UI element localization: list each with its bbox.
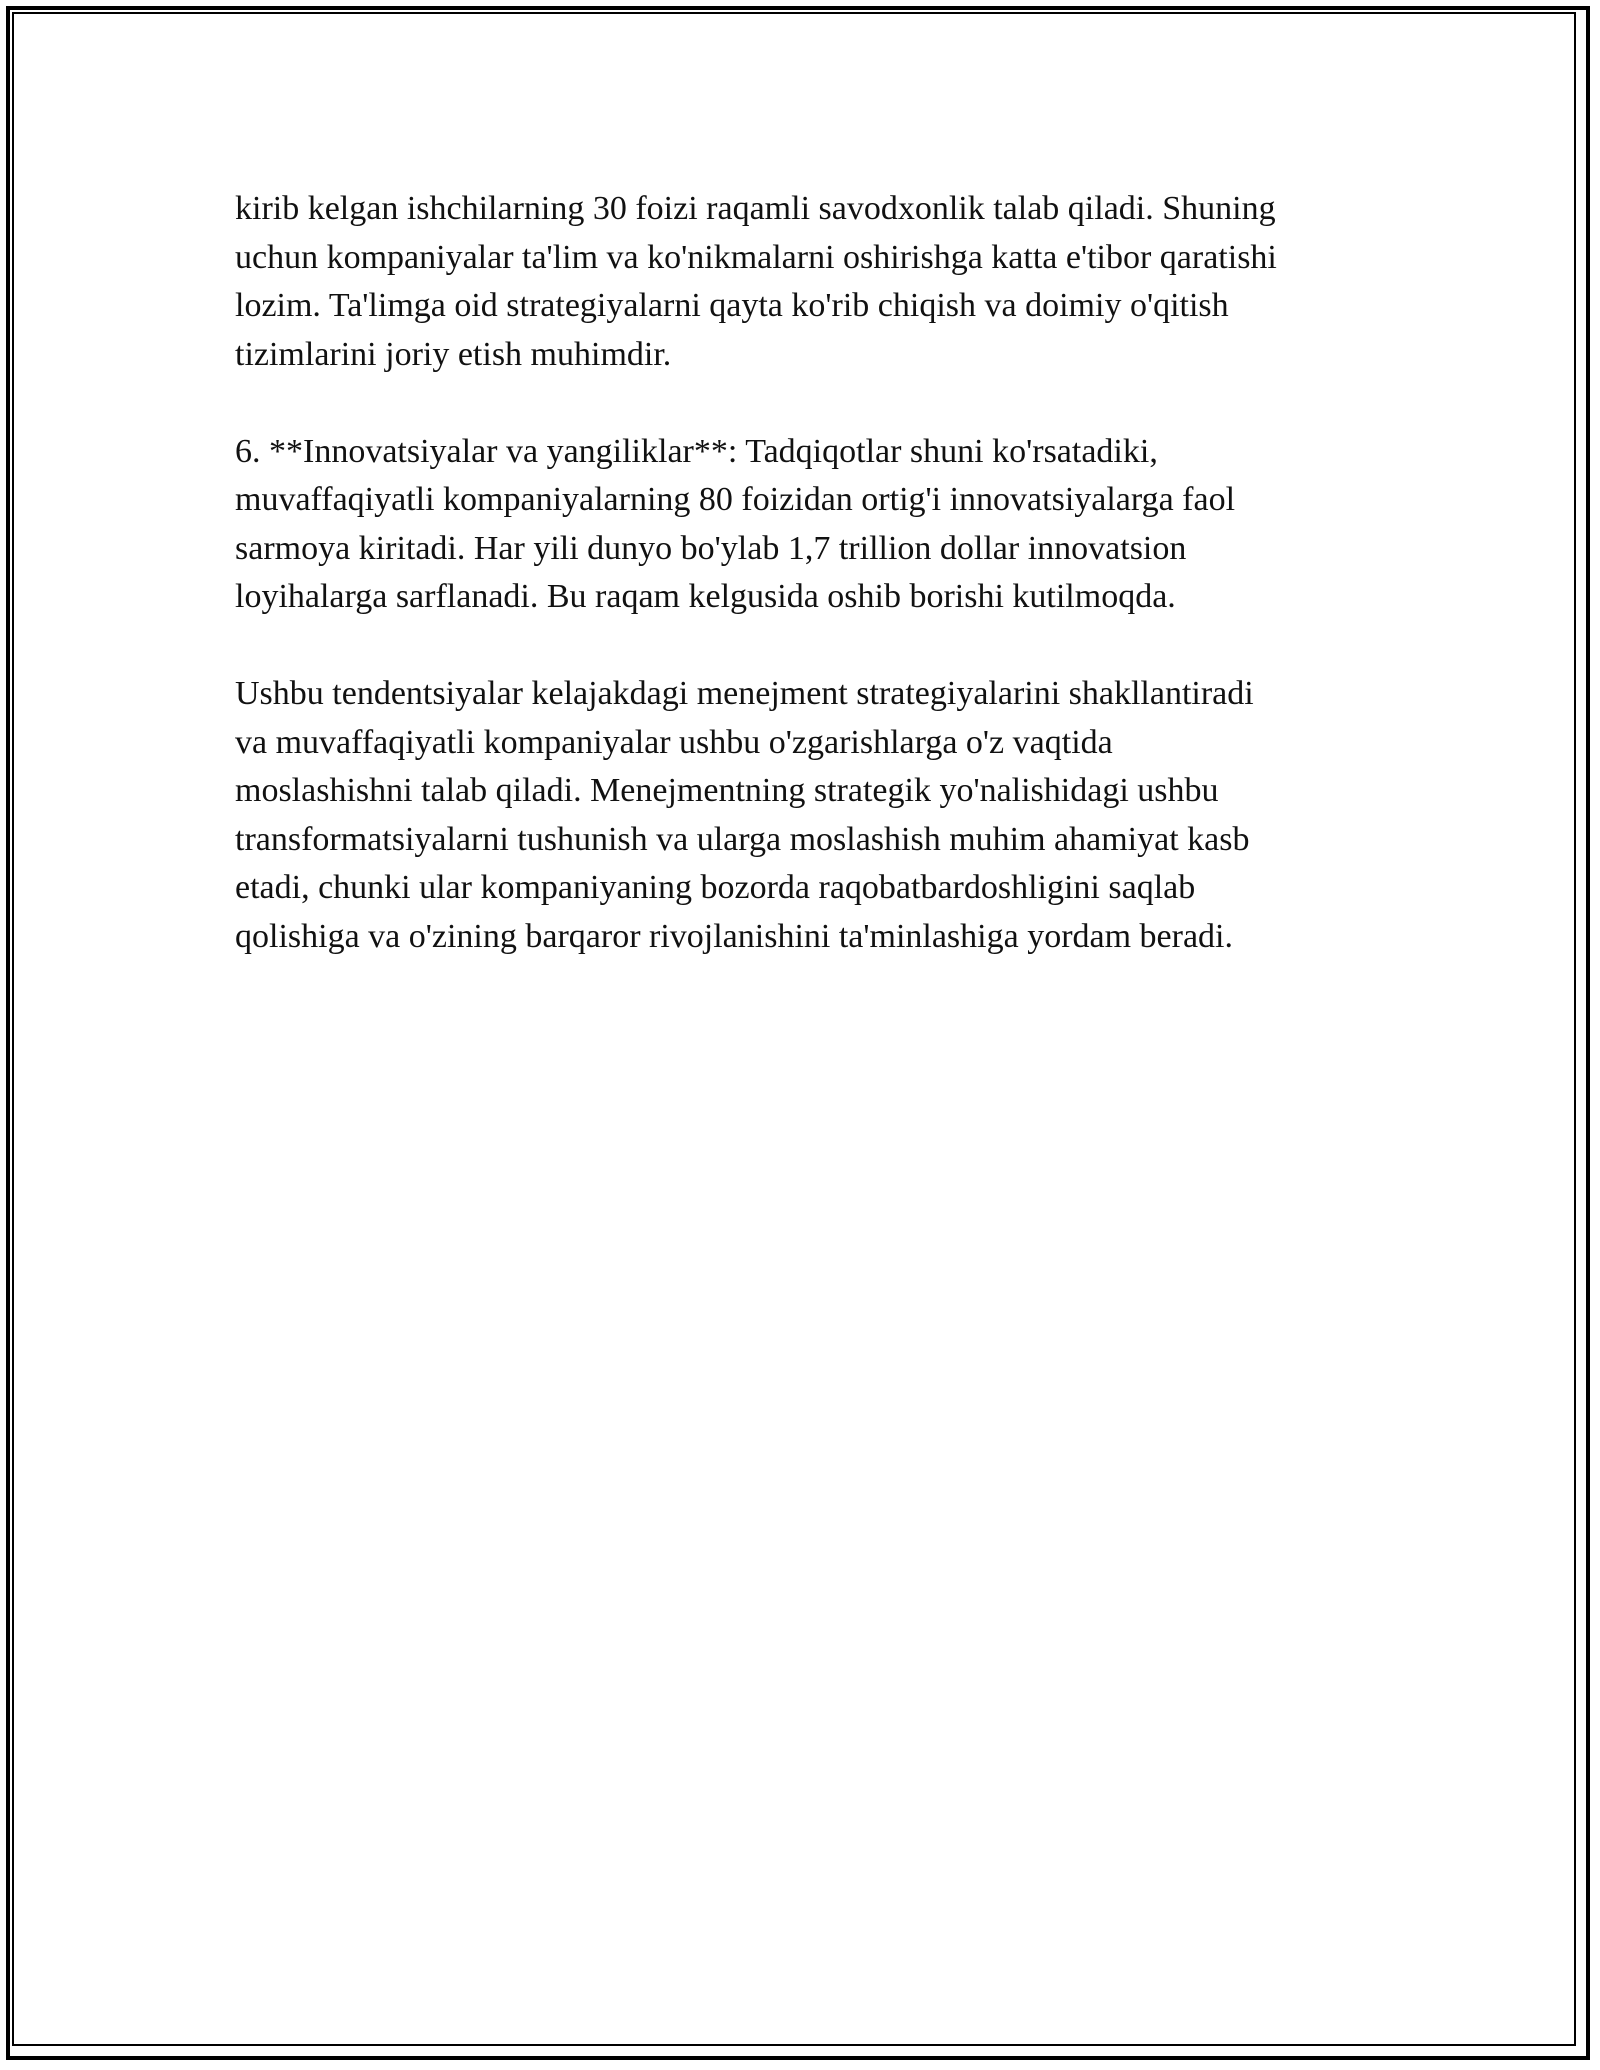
text-line: muvaffaqiyatli kompaniyalarning 80 foizidan ortig'i innovatsiyalarga faol <box>235 481 1236 518</box>
text-line: 6. **Innovatsiyalar va yangiliklar**: Tadqiqotlar shuni ko'rsatadiki, <box>235 432 1158 470</box>
text-line: loyihalarga sarflanadi. Bu raqam kelgusida oshib borishi kutilmoqda. <box>235 578 1176 615</box>
text-line: kirib kelgan ishchilarning 30 foizi raqamli savodxonlik talab qiladi. Shuning <box>235 190 1276 227</box>
text-line: sarmoya kiritadi. Har yili dunyo bo'ylab 1,7 trillion dollar innovatsion <box>235 529 1187 567</box>
paragraph-conclusion <box>235 670 1385 961</box>
text-line: qolishiga va o'zining barqaror rivojlanishini ta'minlashiga yordam beradi. <box>235 917 1234 955</box>
text-line: transformatsiyalarni tushunish va ularga moslashish muhim ahamiyat kasb <box>235 820 1250 858</box>
paragraph-digital-skills <box>235 185 1385 379</box>
text-line: lozim. Ta'limga oid strategiyalarni qayta ko'rib chiqish va doimiy o'qitish <box>235 287 1229 324</box>
paragraph-innovations <box>235 428 1385 622</box>
text-line: tizimlarini joriy etish muhimdir. <box>235 335 672 373</box>
text-line: etadi, chunki ular kompaniyaning bozorda raqobatbardoshligini saqlab <box>235 869 1196 906</box>
text-line: va muvaffaqiyatli kompaniyalar ushbu o'zgarishlarga o'z vaqtida <box>235 723 1113 761</box>
document-body <box>235 185 1385 1010</box>
text-line: moslashishni talab qiladi. Menejmentning strategik yo'nalishidagi ushbu <box>235 772 1219 809</box>
text-line: Ushbu tendentsiyalar kelajakdagi menejment strategiyalarini shakllantiradi <box>235 675 1254 712</box>
text-line: uchun kompaniyalar ta'lim va ko'nikmalarni oshirishga katta e'tibor qaratishi <box>235 238 1277 276</box>
